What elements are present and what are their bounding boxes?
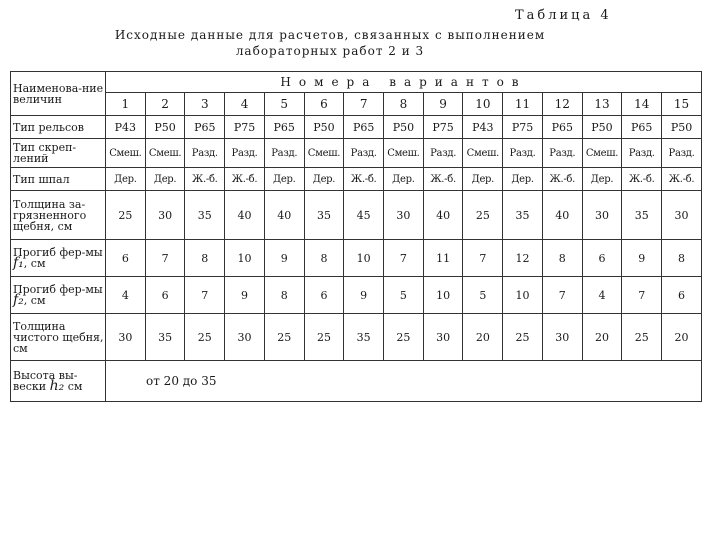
table-row <box>11 116 702 139</box>
data-table <box>10 71 702 402</box>
table-row <box>11 314 702 361</box>
table-cell: Разд. <box>423 139 463 168</box>
table-row <box>11 168 702 191</box>
variant-number-3: 3 <box>185 93 225 116</box>
table-cell: 20 <box>582 314 622 361</box>
variant-number-1: 1 <box>106 93 146 116</box>
table-cell: 7 <box>542 277 582 314</box>
table-cell: Р65 <box>542 116 582 139</box>
row-label-text: Высота вы-вески <box>13 369 78 393</box>
variants-header: Номера вариантов <box>106 72 702 93</box>
table-cell: 5 <box>463 277 503 314</box>
table-cell: Ж.-б. <box>344 168 384 191</box>
table-cell: 25 <box>384 314 424 361</box>
table-cell: 9 <box>344 277 384 314</box>
table-cell: Ж.-б. <box>662 168 702 191</box>
table-cell: Разд. <box>344 139 384 168</box>
table-cell: 7 <box>185 277 225 314</box>
table-cell: Дер. <box>384 168 424 191</box>
table-cell: 25 <box>304 314 344 361</box>
table-cell: Дер. <box>582 168 622 191</box>
table-cell: 6 <box>662 277 702 314</box>
row-label-unit: , см <box>23 294 46 307</box>
table-cell: Смеш. <box>384 139 424 168</box>
table-cell: Смеш. <box>463 139 503 168</box>
table-cell: 9 <box>622 240 662 277</box>
table-row <box>11 139 702 168</box>
table-cell: 25 <box>503 314 543 361</box>
row-label: Толщина чистого щебня, см <box>11 314 106 361</box>
table-cell: Р65 <box>622 116 662 139</box>
table-cell: 11 <box>423 240 463 277</box>
table-cell: 45 <box>344 191 384 240</box>
table-cell: 40 <box>542 191 582 240</box>
table-cell: 30 <box>145 191 185 240</box>
table-cell: 5 <box>384 277 424 314</box>
table-caption-line-2: лабораторных работ 2 и 3 <box>235 44 425 58</box>
table-cell: Р75 <box>503 116 543 139</box>
table-cell: 8 <box>542 240 582 277</box>
variant-number-11: 11 <box>503 93 543 116</box>
param-column-header: Наименова-ние величин <box>11 72 106 116</box>
table-cell: 25 <box>185 314 225 361</box>
table-cell: 10 <box>423 277 463 314</box>
table-cell: 35 <box>503 191 543 240</box>
table-cell: 30 <box>582 191 622 240</box>
row-label: Тип скреп-лений <box>11 139 106 168</box>
table-cell: 30 <box>662 191 702 240</box>
variant-number-12: 12 <box>542 93 582 116</box>
row-label <box>11 277 106 314</box>
table-cell: Смеш. <box>582 139 622 168</box>
table-body <box>11 116 702 402</box>
table-cell: Р50 <box>582 116 622 139</box>
row-label: Тип шпал <box>11 168 106 191</box>
table-cell: Разд. <box>185 139 225 168</box>
row-label-text: Прогиб фер-мы <box>13 246 103 259</box>
row-label <box>11 361 106 402</box>
table-cell: 25 <box>463 191 503 240</box>
table-cell: Разд. <box>264 139 304 168</box>
table-cell: Дер. <box>264 168 304 191</box>
row-label: Толщина за-грязненного щебня, см <box>11 191 106 240</box>
table-cell: 10 <box>503 277 543 314</box>
table-cell: Р43 <box>106 116 146 139</box>
table-cell: 4 <box>106 277 146 314</box>
table-cell: Р43 <box>463 116 503 139</box>
table-cell: Смеш. <box>304 139 344 168</box>
row-label-unit: , см <box>23 257 46 270</box>
table-cell: 8 <box>304 240 344 277</box>
row-label: Тип рельсов <box>11 116 106 139</box>
table-cell: Р75 <box>423 116 463 139</box>
table-cell: Ж.-б. <box>225 168 265 191</box>
table-row <box>11 361 702 402</box>
table-cell: 7 <box>384 240 424 277</box>
row-label-text: Прогиб фер-мы <box>13 283 103 296</box>
table-cell: Р50 <box>384 116 424 139</box>
variant-number-14: 14 <box>622 93 662 116</box>
table-cell: 6 <box>582 240 622 277</box>
table-cell: 12 <box>503 240 543 277</box>
table-row <box>11 191 702 240</box>
variant-number-15: 15 <box>662 93 702 116</box>
table-cell: 8 <box>662 240 702 277</box>
row-label-symbol: f₁ <box>13 255 24 271</box>
variant-number-5: 5 <box>264 93 304 116</box>
table-cell: Дер. <box>145 168 185 191</box>
table-cell: 35 <box>145 314 185 361</box>
table-cell: Смеш. <box>145 139 185 168</box>
row-label-symbol: f₂ <box>13 292 24 308</box>
table-cell: 35 <box>344 314 384 361</box>
table-cell: Разд. <box>662 139 702 168</box>
table-caption-line-1: Исходные данные для расчетов, связанных с выполнением <box>114 28 546 42</box>
row-label <box>11 240 106 277</box>
table-cell: 20 <box>463 314 503 361</box>
table-cell: 30 <box>384 191 424 240</box>
table-cell: Ж.-б. <box>542 168 582 191</box>
table-cell: 8 <box>185 240 225 277</box>
table-cell: 8 <box>264 277 304 314</box>
variant-number-10: 10 <box>463 93 503 116</box>
table-cell: 35 <box>185 191 225 240</box>
merged-value-cell: от 20 до 35 <box>106 361 702 402</box>
table-cell: Р65 <box>264 116 304 139</box>
table-cell: Р75 <box>225 116 265 139</box>
table-cell: 20 <box>662 314 702 361</box>
table-cell: 10 <box>344 240 384 277</box>
table-cell: Дер. <box>304 168 344 191</box>
table-cell: 9 <box>264 240 304 277</box>
table-cell: 6 <box>106 240 146 277</box>
table-cell: 4 <box>582 277 622 314</box>
table-cell: 30 <box>423 314 463 361</box>
table-cell: 25 <box>106 191 146 240</box>
table-cell: Р50 <box>304 116 344 139</box>
table-cell: Р65 <box>344 116 384 139</box>
table-cell: 30 <box>225 314 265 361</box>
table-cell: Смеш. <box>106 139 146 168</box>
table-cell: Р65 <box>185 116 225 139</box>
variant-number-13: 13 <box>582 93 622 116</box>
table-row <box>11 240 702 277</box>
table-cell: Разд. <box>503 139 543 168</box>
table-cell: 40 <box>264 191 304 240</box>
table-cell: 10 <box>225 240 265 277</box>
table-number-label: Таблица 4 <box>515 8 612 23</box>
variant-number-8: 8 <box>384 93 424 116</box>
table-cell: 7 <box>463 240 503 277</box>
table-cell: 7 <box>622 277 662 314</box>
variant-number-6: 6 <box>304 93 344 116</box>
table-cell: 40 <box>225 191 265 240</box>
table-cell: 30 <box>542 314 582 361</box>
row-label-unit: см <box>67 380 83 393</box>
table-cell: 35 <box>304 191 344 240</box>
table-cell: 25 <box>622 314 662 361</box>
table-cell: Разд. <box>225 139 265 168</box>
table-cell: 35 <box>622 191 662 240</box>
table-cell: Ж.-б. <box>622 168 662 191</box>
table-cell: 30 <box>106 314 146 361</box>
table-cell: Ж.-б. <box>423 168 463 191</box>
table-cell: 9 <box>225 277 265 314</box>
variant-number-7: 7 <box>344 93 384 116</box>
table-cell: Дер. <box>503 168 543 191</box>
variant-number-4: 4 <box>225 93 265 116</box>
table-cell: Разд. <box>622 139 662 168</box>
table-cell: Разд. <box>542 139 582 168</box>
table-cell: Дер. <box>463 168 503 191</box>
table-cell: 25 <box>264 314 304 361</box>
table-cell: 7 <box>145 240 185 277</box>
table-cell: 6 <box>304 277 344 314</box>
table-cell: 40 <box>423 191 463 240</box>
row-label-symbol: h₂ <box>49 378 65 394</box>
table-row <box>11 277 702 314</box>
table-cell: Р50 <box>145 116 185 139</box>
table-cell: Дер. <box>106 168 146 191</box>
variant-number-2: 2 <box>145 93 185 116</box>
table-cell: 6 <box>145 277 185 314</box>
variant-number-row <box>11 93 702 116</box>
table-cell: Ж.-б. <box>185 168 225 191</box>
table-cell: Р50 <box>662 116 702 139</box>
variant-number-9: 9 <box>423 93 463 116</box>
